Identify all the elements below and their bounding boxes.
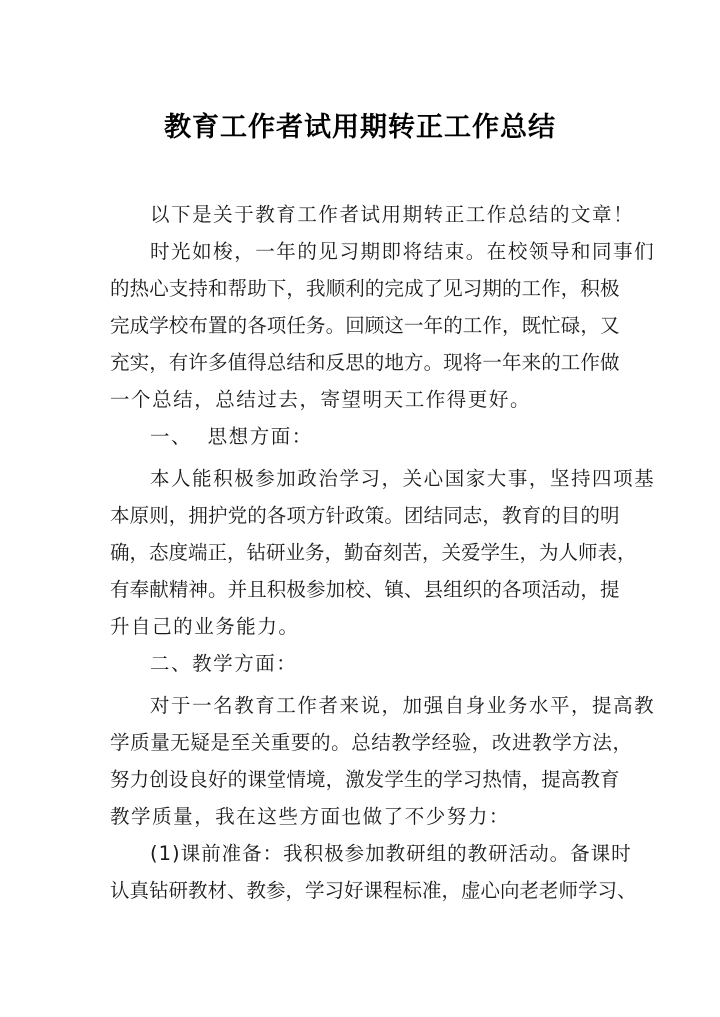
paragraph-line: (1)课前准备：我积极参加教研组的教研活动。备课时 [150,842,632,865]
paragraph-line: 努力创设良好的课堂情境，激发学生的学习热情，提高教育 [110,768,620,791]
paragraph-line: 充实，有许多值得总结和反思的地方。现将一年来的工作做 [110,351,620,374]
paragraph-line: 本原则，拥护党的各项方针政策。团结同志，教育的目的明 [110,504,620,527]
intro-line: 以下是关于教育工作者试用期转正工作总结的文章！ [150,203,635,226]
paragraph-line: 学质量无疑是至关重要的。总结教学经验，改进教学方法， [110,731,633,754]
paragraph-line: 时光如梭，一年的见习期即将结束。在校领导和同事们 [150,240,656,263]
paragraph-line: 完成学校布置的各项任务。回顾这一年的工作，既忙碌，又 [110,314,620,337]
paragraph-line: 本人能积极参加政治学习，关心国家大事，坚持四项基 [150,467,656,490]
paragraph-line: 的热心支持和帮助下，我顺利的完成了见习期的工作，积极 [110,277,620,300]
paragraph-line: 升自己的业务能力。 [110,615,300,638]
section-heading-teaching: 二、教学方面： [150,652,298,675]
document-title: 教育工作者试用期转正工作总结 [164,112,556,143]
document-body [110,196,656,909]
paragraph-line: 认真钻研教材、教参，学习好课程标准，虚心向老老师学习、 [110,879,637,902]
paragraph-line: 有奉献精神。并且积极参加校、镇、县组织的各项活动，提 [110,578,620,601]
paragraph-line: 对于一名教育工作者来说，加强自身业务水平，提高教 [150,694,656,717]
section-heading-thought: 一、 思想方面： [150,425,313,448]
paragraph-line: 一个总结，总结过去，寄望明天工作得更好。 [110,388,532,411]
paragraph-line: 确，态度端正，钻研业务，勤奋刻苦，关爱学生，为人师表， [110,541,637,564]
paragraph-line: 教学质量，我在这些方面也做了不少努力： [110,805,510,828]
